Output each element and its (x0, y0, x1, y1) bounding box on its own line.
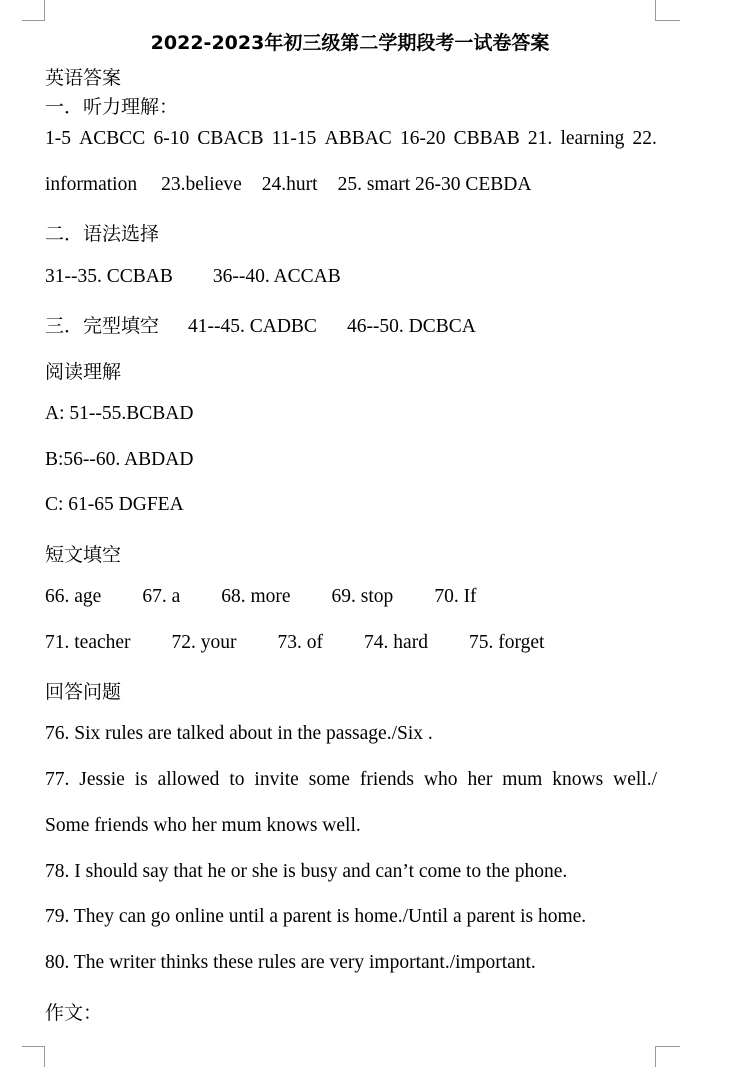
answer-item: 24.hurt (261, 174, 318, 195)
answer-item: 69. stop (331, 586, 394, 607)
word: 22. (632, 128, 657, 149)
answer-item: 23.believe (161, 174, 242, 195)
word: 1-5 (45, 128, 71, 149)
answer-item: 46--50. DCBCA (346, 316, 476, 337)
answer-80: 80. The writer thinks these rules are very important./important. (45, 952, 536, 973)
answer-item: 73. of (277, 632, 324, 653)
subject-heading: 英语答案 (45, 67, 122, 89)
word: ABBAC (324, 128, 392, 149)
word: her (467, 769, 493, 790)
word: 77. (45, 769, 70, 790)
crop-mark-bottom-right (655, 1046, 680, 1067)
word: 21. (527, 128, 553, 149)
cloze-line (45, 311, 476, 338)
word: CBBAB (453, 128, 520, 149)
document-title: 2022-2023年初三级第二学期段考一试卷答案 (150, 32, 550, 54)
short-fill-row-2 (45, 632, 544, 654)
short-fill-heading: 短文填空 (45, 544, 122, 566)
cloze-heading: 三．完型填空 (45, 315, 160, 337)
answer-item: 67. a (142, 586, 181, 607)
grammar-answers (45, 266, 341, 288)
word: CBACB (197, 128, 264, 149)
answer-item: 70. If (434, 586, 477, 607)
answer-item: 71. teacher (45, 632, 131, 653)
answer-item: information (45, 174, 138, 195)
answer-item: 31--35. CCBAB (45, 266, 173, 287)
answer-77 (45, 769, 657, 791)
reading-answer-b: B:56--60. ABDAD (45, 449, 194, 470)
answer-item: 66. age (45, 586, 102, 607)
word: is (134, 769, 148, 790)
word: who (423, 769, 458, 790)
reading-heading: 阅读理解 (45, 361, 122, 383)
word: invite (254, 769, 299, 790)
grammar-heading: 二．语法选择 (45, 223, 160, 245)
word: knows (552, 769, 604, 790)
crop-mark-top-left (22, 0, 45, 21)
reading-answer-c: C: 61-65 DGFEA (45, 494, 184, 515)
listening-answers-line-2 (45, 174, 531, 196)
word: 11-15 (271, 128, 317, 149)
answer-item: 74. hard (364, 632, 428, 653)
answer-77-continued: Some friends who her mum knows well. (45, 815, 361, 836)
word: some (308, 769, 350, 790)
word: to (229, 769, 245, 790)
answer-78: 78. I should say that he or she is busy and can’t come to the phone. (45, 861, 568, 882)
short-fill-row-1 (45, 586, 477, 608)
word: ACBCC (79, 128, 146, 149)
word: well./ (613, 769, 657, 790)
listening-answers-line-1 (45, 128, 657, 150)
word: 16-20 (399, 128, 446, 149)
answer-item: 41--45. CADBC (188, 316, 317, 337)
answer-item: 25. smart 26-30 CEBDA (337, 174, 532, 195)
word: allowed (157, 769, 220, 790)
listening-heading: 一．听力理解： (45, 96, 179, 118)
answer-item: 36--40. ACCAB (212, 266, 341, 287)
answer-item: 75. forget (468, 632, 545, 653)
reading-answer-a: A: 51--55.BCBAD (45, 403, 194, 424)
word: friends (359, 769, 414, 790)
word: mum (502, 769, 543, 790)
writing-heading: 作文： (45, 1002, 103, 1024)
questions-heading: 回答问题 (45, 681, 122, 703)
word: Jessie (79, 769, 125, 790)
answer-76: 76. Six rules are talked about in the passage./Six . (45, 723, 433, 744)
answer-79: 79. They can go online until a parent is home./Until a parent is home. (45, 906, 587, 927)
word: learning (560, 128, 625, 149)
word: 6-10 (153, 128, 190, 149)
answer-item: 72. your (171, 632, 237, 653)
crop-mark-bottom-left (22, 1046, 45, 1067)
crop-mark-top-right (655, 0, 680, 21)
answer-item: 68. more (221, 586, 291, 607)
